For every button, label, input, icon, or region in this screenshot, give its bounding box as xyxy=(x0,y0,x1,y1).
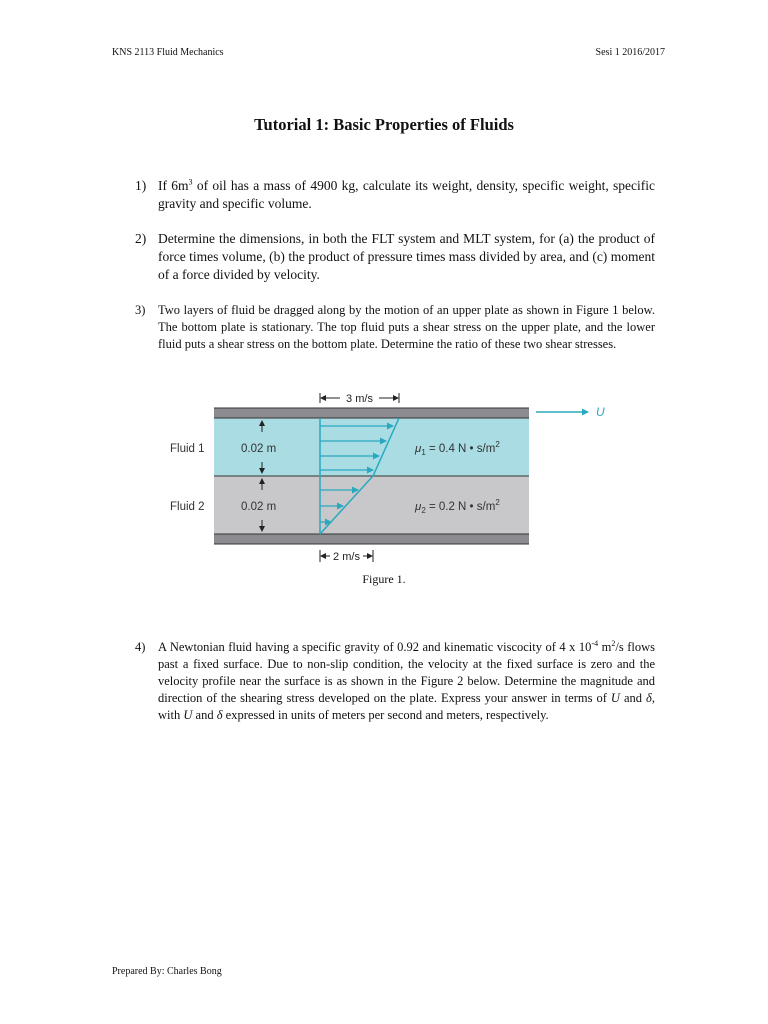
page-title: Tutorial 1: Basic Properties of Fluids xyxy=(254,115,514,134)
fluid-2-label: Fluid 2 xyxy=(170,501,205,513)
plate-velocity-label: U xyxy=(596,405,605,419)
question-text: If $6m^3$ of oil has a mass of 4900 kg, calculate its weight, density, specific weight, specific gravity and specific volume. xyxy=(158,177,655,211)
question-number: 1) xyxy=(135,178,147,193)
fluid-1-viscosity: $\mu_1 = 0.4$ N • $s/m^2$ xyxy=(415,440,500,457)
question-text: Two layers of fluid be dragged along by the motion of an upper plate as shown in Figure 1 below. The bottom plate is stationary. The top fluid puts a shear stress on the upper plate, and the lower fluid puts a shear stress on the bottom plate. Determine the ratio of these two shear stresses. xyxy=(158,303,655,351)
question-number: 3) xyxy=(135,303,146,317)
question-number: 4) xyxy=(135,640,146,654)
question-text: Determine the dimensions, in both the FLT system and MLT system, for (a) the product of force times volume, (b) the product of pressure times mass divided by area, and (c) moment of a force divided by velocity. xyxy=(158,231,655,282)
figure-caption: Figure 1. xyxy=(362,572,406,586)
question-4 xyxy=(135,639,655,724)
question-1 xyxy=(135,177,655,213)
question-3 xyxy=(135,302,655,353)
question-2 xyxy=(135,230,655,284)
question-text: A Newtonian fluid having a specific gravity of 0.92 and kinematic viscocity of 4 x $10^{-4}$ $m^2/s$ flows past a fixed surface. Due to non-slip condition, the velocity at the fixed surface is zero and the velocity profile near the surface is as shown in the Figure 2 below. Determine the magnitude and direction of the shearing stress developed on the plate. Express your answer in terms of U and δ, with U and δ expressed in units of meters per second and meters, respectively. xyxy=(158,638,655,722)
top-velocity-label: 3 m/s xyxy=(346,393,373,405)
header-session: Sesi 1 2016/2017 xyxy=(595,47,665,58)
fluid-1-thickness: 0.02 m xyxy=(241,443,277,455)
figure-1 xyxy=(168,384,628,574)
bottom-plate xyxy=(214,534,529,544)
header-course: KNS 2113 Fluid Mechanics xyxy=(112,47,224,58)
figure-1-diagram xyxy=(168,384,628,574)
fluid-2-thickness: 0.02 m xyxy=(241,501,277,513)
question-number: 2) xyxy=(135,231,147,246)
upper-plate xyxy=(214,408,529,418)
fluid-2-viscosity: $\mu_2 = 0.2$ N • $s/m^2$ xyxy=(415,498,500,515)
interface-velocity-label: 2 m/s xyxy=(333,551,360,563)
footer-author: Prepared By: Charles Bong xyxy=(112,966,222,977)
fluid-1-label: Fluid 1 xyxy=(170,443,205,455)
